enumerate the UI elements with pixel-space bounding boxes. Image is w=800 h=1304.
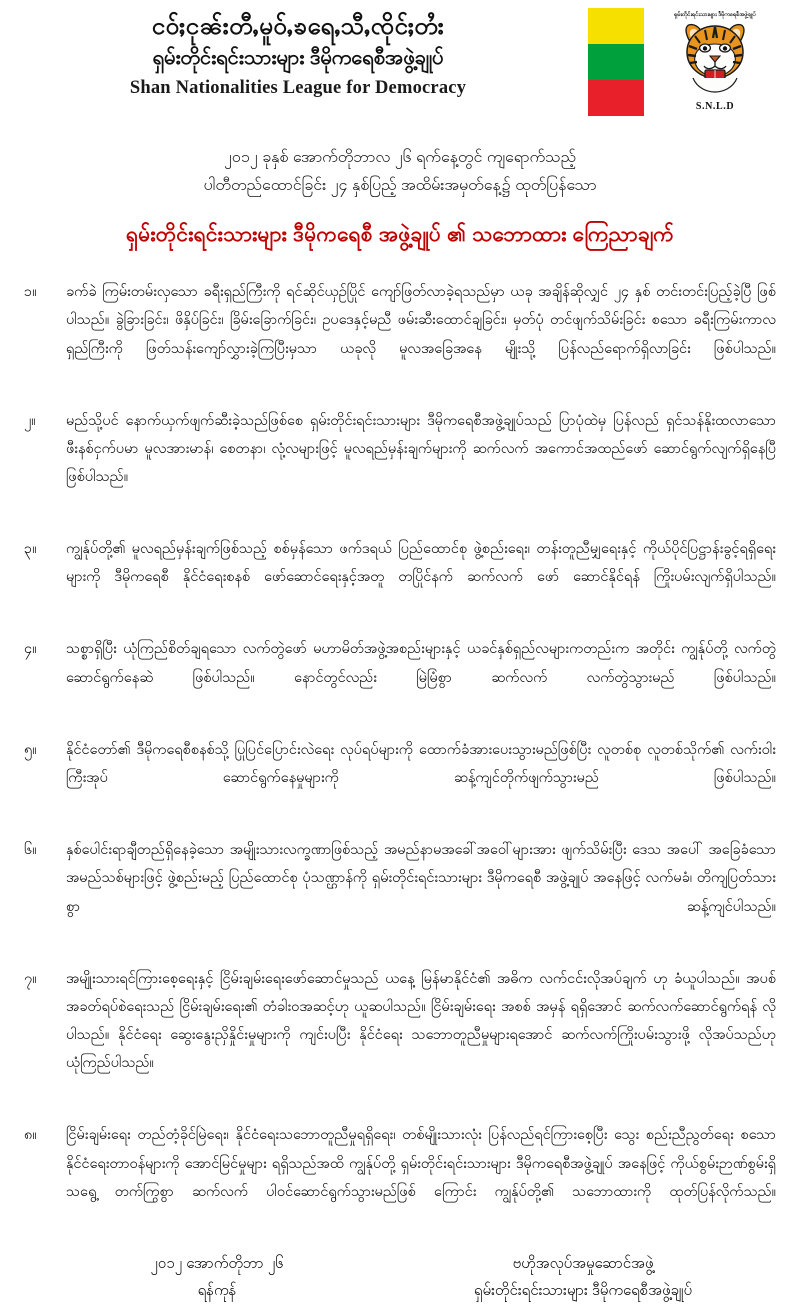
flag-stripe-yellow — [588, 8, 644, 44]
footer-organization: ရှမ်းတိုင်းရင်းသားများ ဒီမိုကရေစီအဖွဲ့ချုပ် — [473, 1282, 693, 1299]
paragraph-text: နှစ်ပေါင်းရာချီတည်ရှိနေခဲ့သော အမျိုးသားလက္ခဏာဖြစ်သည့် အမည်နာမအခေါ်အဝေါ်များအား ဖျက်သိမ်းပြီး ဒေသ အပေါ် အခြေခံသော အမည်သစ်များဖြင့် ဖွဲ့စည်းမည့် ပြည်ထောင်စု ပုံသဏ္ဌာန်ကို ရှမ်းတိုင်းရင်းသားများ ဒီမိုကရေစီ အဖွဲ့ချုပ် အနေဖြင့် လက်မခံ၊ တိကျပြတ်သားစွာ ဆန့်ကျင်ပါသည်။ — [66, 842, 776, 915]
document-body — [0, 278, 800, 1234]
logo-arc-text: ရှမ်းတိုင်းရင်းသားများ ဒီမိုကရေစီအဖွဲ့ချုပ် — [674, 12, 756, 18]
paragraph-3 — [20, 535, 776, 620]
flag-stripe-red — [588, 80, 644, 116]
header-titles — [14, 8, 588, 99]
footer-date: ၂၀၁၂ အောက်တိုဘာ ၂၆ — [150, 1255, 284, 1272]
party-logo — [644, 8, 786, 116]
org-name-shan: ငဝ်ႈငုၼ်းတီႇမူဝ်ႇၶရေႇသီႇၸိုင်ႈတႆး — [151, 13, 445, 40]
paragraph-text: နိုင်ငံတော်၏ ဒီမိုကရေစီစနစ်သို့ ပြုပြင်ပြောင်းလဲရေး လုပ်ရပ်များကို ထောက်ခံအားပေးသွားမည်ဖြစ်ပြီး လူတစ်စု လူတစ်သိုက်၏ လက်းဝါးကြီးအုပ် ဆောင်ရွက်နေမှုများကို ဆန့်ကျင်တိုက်ဖျက်သွားမည် ဖြစ်ပါသည်။ — [66, 741, 776, 787]
logo-abbreviation: S.N.L.D — [695, 101, 735, 112]
paragraph-number: ၈။ — [24, 1127, 37, 1144]
paragraph-text: မည်သို့ပင် နောက်ယှက်ဖျက်ဆီးခဲ့သည်ဖြစ်စေ ရှမ်းတိုင်းရင်းသားများ ဒီမိုကရေစီအဖွဲ့ချုပ်သည် ပြာပုံထဲမှ ပြန်လည် ရှင်သန်နိုးထလာသော ဖီးနစ်ငှက်ပမာ မူလအားမာန်၊ စေတနာ၊ လုံ့လများဖြင့် မူလရည်မှန်းချက်များကို ဆက်လက် အကောင်အထည်ဖော် ဆောင်ရွက်လျက်ရှိနေပြီ ဖြစ်ပါသည်။ — [66, 412, 776, 486]
paragraph-text: သစ္စာရှိပြီး ယုံကြည်စိတ်ချရသော လက်တွဲဖော် မဟာမိတ်အဖွဲ့အစည်းများနှင့် ယခင်နှစ်ရှည်လများကတည်းက အတိုင်း ကျွန်ုပ်တို့ လက်တွဲဆောင်ရွက်နေဆဲ ဖြစ်ပါသည်။ နောင်တွင်လည်း မြဲမြံစွာ ဆက်လက် လက်တွဲသွားမည် ဖြစ်ပါသည်။ — [66, 641, 776, 686]
document-title: ရှမ်းတိုင်းရင်းသားများ ဒီမိုကရေစီ အဖွဲ့ချုပ် ၏ သဘောထား ကြေညာချက် — [126, 223, 674, 247]
tiger-head-icon — [663, 16, 767, 98]
paragraph-4 — [20, 635, 776, 720]
paragraph-text: အမျိုးသားရင်ကြားစေ့ရေးနှင့် ငြိမ်းချမ်းရေးဖော်ဆောင်မှုသည် ယနေ့ မြန်မာနိုင်ငံ၏ အဓိက လက်ငင်းလိုအပ်ချက် ဟု ခံယူပါသည်။ အပစ်အခတ်ရပ်စဲရေးသည် ငြိမ်းချမ်းရေး၏ တံခါးဝအဆင့်ဟု ယူဆပါသည်။ ငြိမ်းချမ်းရေး အစစ် အမှန် ရရှိအောင် ဆက်လက်ဆောင်ရွက်ရန် လိုပါသည်။ နိုင်ငံရေး ဆွေးနွေးညှိနှိုင်းမှုများကို ကျင်းပပြီး နိုင်ငံရေး သဘောတူညီမှုများရအောင် ဆက်လက်ကြိုးပမ်းသွားဖို့ လိုအပ်သည်ဟု ယုံကြည်ပါသည်။ — [66, 970, 776, 1072]
footer-place: ရန်ကုန် — [197, 1282, 237, 1299]
subtitle-line-2: ပါတီတည်ထောင်ခြင်း ၂၄ နှစ်ပြည့် အထိမ်းအမှတ်နေ့၌ ထုတ်ပြန်သော — [203, 176, 597, 194]
footer-date-place — [34, 1250, 400, 1304]
document-footer — [0, 1250, 800, 1304]
shan-flag-icon — [588, 8, 644, 116]
header-emblem — [588, 8, 786, 120]
paragraph-number: ၇။ — [24, 970, 37, 987]
paragraph-number: ၃။ — [24, 541, 37, 558]
paragraph-number: ၁။ — [24, 284, 37, 301]
paragraph-text: ကျွန်ုပ်တို့၏ မူလရည်မှန်းချက်ဖြစ်သည့် စစ်မှန်သော ဖက်ဒရယ် ပြည်ထောင်စု ဖွဲ့စည်းရေး၊ တန်းတူညီမျှရေးနှင့် ကိုယ်ပိုင်ပြဋ္ဌာန်းခွင့်ရရှိရေးများကို ဒီမိုကရေစီ နိုင်ငံရေးစနစ် ဖော်ဆောင်ရေးနှင့်အတူ တပြိုင်နက် ဆက်လက် ဖော် ဆောင်နိုင်ရန် ကြိုးပမ်းလျက်ရှိပါသည်။ — [66, 541, 776, 586]
paragraph-number: ၆။ — [24, 842, 37, 859]
paragraph-text: ငြိမ်းချမ်းရေး တည်တံ့ခိုင်မြဲရေး၊ နိုင်ငံရေးသဘောတူညီမှုရရှိရေး၊ တစ်မျိုးသားလုံး ပြန်လည်ရင်ကြားစေ့ပြီး သွေး စည်းညီညွတ်ရေး စသော နိုင်ငံရေးတာဝန်များကို အောင်မြင်မှုများ ရရှိသည်အထိ ကျွန်ုပ်တို့ ရှမ်းတိုင်းရင်းသားများ ဒီမိုကရေစီအဖွဲ့ချုပ် အနေဖြင့် ကိုယ်စွမ်းဉာဏ်စွမ်းရှိသရွေ့ တက်ကြွစွာ ဆက်လက် ပါဝင်ဆောင်ရွက်သွားမည်ဖြစ် ကြောင်း ကျွန်ုပ်တို့၏ သဘောထားကို ထုတ်ပြန်လိုက်သည်။ — [66, 1127, 776, 1200]
document-subtitle — [0, 144, 800, 199]
paragraph-5 — [20, 736, 776, 821]
org-name-english: Shan Nationalities League for Democracy — [129, 78, 467, 98]
footer-signatory — [400, 1250, 766, 1304]
paragraph-text: ခက်ခဲ ကြမ်းတမ်းလှသော ခရီးရှည်ကြီးကို ရင်ဆိုင်ယှဉ်ပြိုင် ကျော်ဖြတ်လာခဲ့ရသည်မှာ ယခု အချိန်ဆိုလျှင် ၂၄ နှစ် တင်းတင်းပြည့်ခဲ့ပြီ ဖြစ်ပါသည်။ ခွဲခြားခြင်း၊ ဖိနှိပ်ခြင်း၊ ခြိမ်းခြောက်ခြင်း၊ ဥပဒေနှင့်မညီ ဖမ်းဆီးထောင်ချခြင်း၊ မှတ်ပုံ တင်ဖျက်သိမ်းခြင်း စသော ခရီးကြမ်းကာလရှည်ကြီးကို ဖြတ်သန်းကျော်လွှားခဲ့ကြပြီးမှသာ ယခုလို မူလအခြေအနေ မျိုးသို့ ပြန်လည်ရောက်ရှိလာခြင်း ဖြစ်ပါသည်။ — [66, 284, 776, 357]
paragraph-number: ၅။ — [24, 741, 37, 758]
paragraph-number: ၄။ — [24, 641, 37, 658]
org-name-burmese: ရှမ်းတိုင်းရင်းသားများ ဒီမိုကရေစီအဖွဲ့ချုပ် — [152, 47, 444, 69]
flag-stripe-green — [588, 44, 644, 80]
subtitle-line-1: ၂၀၁၂ ခုနှစ် အောက်တိုဘာလ ၂၆ ရက်နေ့တွင် ကျရောက်သည့် — [223, 149, 577, 166]
paragraph-number: ၂။ — [24, 412, 36, 429]
paragraph-8 — [20, 1121, 776, 1234]
paragraph-6 — [20, 836, 776, 949]
document-header — [0, 0, 800, 122]
paragraph-2 — [20, 407, 776, 520]
paragraph-1 — [20, 278, 776, 391]
paragraph-7 — [20, 965, 776, 1106]
footer-committee: ဗဟိုအလုပ်အမှုဆောင်အဖွဲ့ — [512, 1255, 654, 1272]
